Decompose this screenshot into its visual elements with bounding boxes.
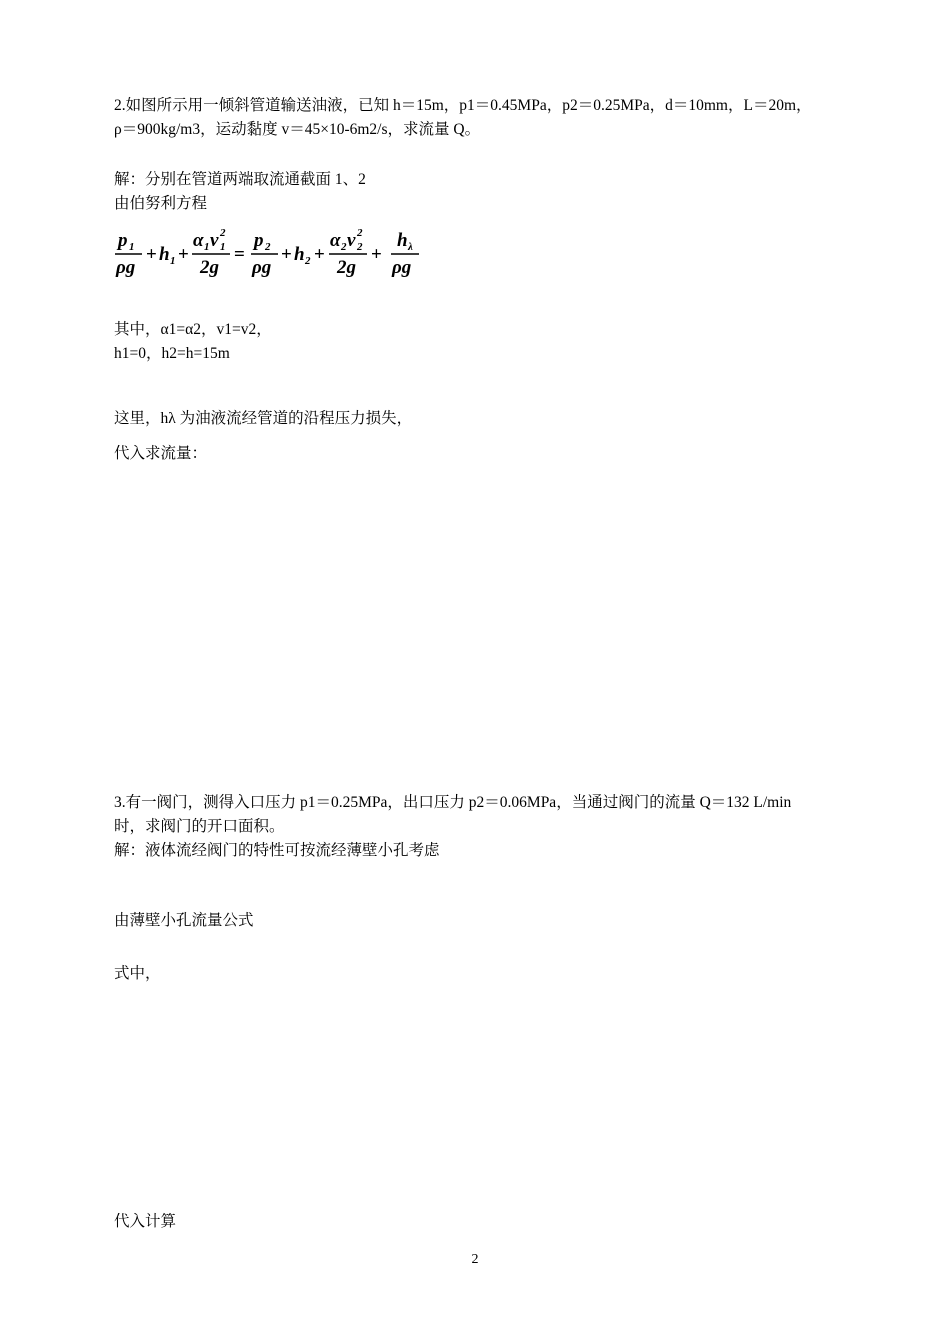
eq-v1-sup: 2: [220, 227, 226, 239]
eq-2g2: 2g: [337, 257, 356, 278]
problem2-solution-line2: 由伯努利方程: [114, 195, 208, 212]
eq-v2: v: [347, 230, 356, 251]
problem2-note: 这里，hλ 为油液流经管道的沿程压力损失，: [114, 410, 413, 427]
eq-h2: h: [294, 244, 305, 265]
problem3-solution-line1: 解：液体流经阀门的特性可按流经薄壁小孔考虑: [114, 842, 440, 859]
eq-rhog2: ρg: [252, 257, 272, 278]
problem3-solution-line2: 由薄壁小孔流量公式: [114, 912, 254, 929]
problem2-conditions-line1: 其中，α1=α2，v1=v2，: [114, 321, 272, 338]
problem2-substitute: 代入求流量：: [114, 445, 208, 462]
eq-rhog1: ρg: [116, 257, 136, 278]
eq-v1-sub: 1: [220, 241, 226, 253]
eq-h1: h: [159, 244, 170, 265]
eq-alpha2: α: [330, 230, 341, 251]
eq-p1: p: [118, 230, 128, 251]
problem3-solution-line4: 代入计算: [114, 1213, 177, 1230]
bernoulli-equation: [112, 226, 424, 282]
eq-v2-sup: 2: [357, 227, 363, 239]
eq-equals: =: [234, 244, 245, 265]
eq-h1-sub: 1: [170, 255, 176, 267]
problem2-conditions-line2: h1=0，h2=h=15m: [114, 345, 230, 362]
page-number: 2: [471, 1252, 479, 1267]
problem2-line2: ρ＝900kg/m3，运动黏度 v＝45×10-6m2/s，求流量 Q。: [114, 121, 481, 138]
eq-plus2: +: [178, 244, 189, 265]
eq-p2: p: [254, 230, 264, 251]
eq-2g1: 2g: [200, 257, 219, 278]
eq-hl-sub: λ: [408, 241, 413, 253]
eq-rhog3: ρg: [392, 257, 412, 278]
eq-plus1: +: [146, 244, 157, 265]
eq-alpha1-sub: 1: [204, 241, 210, 253]
eq-v2-sub: 2: [357, 241, 363, 253]
eq-plus4: +: [314, 244, 325, 265]
problem2-line1: 2.如图所示用一倾斜管道输送油液，已知 h＝15m，p1＝0.45MPa，p2＝0.25MPa，d＝10mm，L＝20m，: [114, 97, 812, 114]
eq-alpha1: α: [193, 230, 204, 251]
problem3-line2: 时，求阀门的开口面积。: [114, 818, 285, 835]
eq-v1: v: [210, 230, 219, 251]
eq-plus5: +: [371, 244, 382, 265]
problem3-line1: 3.有一阀门，测得入口压力 p1＝0.25MPa，出口压力 p2＝0.06MPa，当通过阀门的流量 Q＝132 L/min: [114, 794, 792, 811]
problem2-solution-line1: 解：分别在管道两端取流通截面 1、2: [114, 171, 366, 188]
eq-hl: h: [397, 230, 408, 251]
eq-p2-sub: 2: [265, 241, 271, 253]
eq-h2-sub: 2: [305, 255, 311, 267]
problem3-solution-line3: 式中，: [114, 965, 161, 982]
eq-alpha2-sub: 2: [341, 241, 347, 253]
eq-p1-sub: 1: [129, 241, 135, 253]
eq-plus3: +: [281, 244, 292, 265]
